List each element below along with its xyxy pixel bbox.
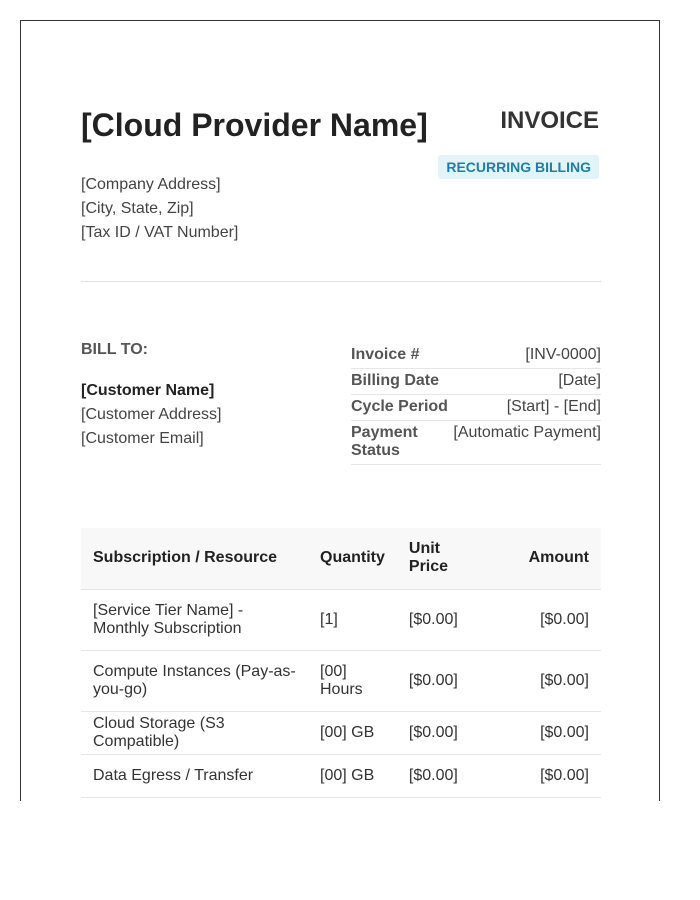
line-items-table — [81, 528, 601, 798]
amount-cell: [$0.00] — [470, 589, 601, 650]
address-line: [Tax ID / VAT Number] — [81, 224, 239, 241]
table-row — [81, 650, 601, 711]
meta-label: Payment Status — [351, 421, 451, 465]
resource-cell: Data Egress / Transfer — [81, 754, 308, 797]
meta-label: Billing Date — [351, 369, 451, 395]
address-line: [City, State, Zip] — [81, 200, 194, 217]
column-header: Quantity — [308, 528, 397, 589]
unit-price-cell: [$0.00] — [397, 711, 470, 754]
unit-price-cell: [$0.00] — [397, 589, 470, 650]
customer-details — [81, 379, 222, 451]
status-badge: RECURRING BILLING — [438, 155, 599, 179]
meta-row — [351, 395, 601, 421]
meta-row — [351, 369, 601, 395]
column-header: Amount — [470, 528, 601, 589]
address-line: [Company Address] — [81, 176, 221, 193]
divider — [81, 281, 601, 282]
unit-price-cell: [$0.00] — [397, 650, 470, 711]
quantity-cell: [00] GB — [308, 711, 397, 754]
meta-value: [Automatic Payment] — [451, 421, 601, 465]
quantity-cell: [00] Hours — [308, 650, 397, 711]
bill-to-heading: BILL TO: — [81, 341, 148, 358]
table-row — [81, 754, 601, 797]
meta-value: [Start] - [End] — [451, 395, 601, 421]
meta-label: Cycle Period — [351, 395, 451, 421]
amount-cell: [$0.00] — [470, 711, 601, 754]
invoice-title: INVOICE — [500, 107, 599, 134]
meta-value: [Date] — [451, 369, 601, 395]
table-row — [81, 711, 601, 754]
customer-address: [Customer Address] — [81, 406, 222, 423]
meta-label: Invoice # — [351, 343, 451, 369]
table-row — [81, 589, 601, 650]
amount-cell: [$0.00] — [470, 754, 601, 797]
amount-cell: [$0.00] — [470, 650, 601, 711]
customer-email: [Customer Email] — [81, 430, 204, 447]
meta-row — [351, 343, 601, 369]
invoice-meta-table — [351, 343, 601, 465]
unit-price-cell: [$0.00] — [397, 754, 470, 797]
meta-value: [INV-0000] — [451, 343, 601, 369]
quantity-cell: [00] GB — [308, 754, 397, 797]
column-header: Unit Price — [397, 528, 470, 589]
meta-row — [351, 421, 601, 465]
resource-cell: Compute Instances (Pay-as-you-go) — [81, 650, 308, 711]
provider-name: [Cloud Provider Name] — [81, 107, 428, 143]
company-address — [81, 173, 238, 245]
table-header-row — [81, 528, 601, 589]
customer-name: [Customer Name] — [81, 382, 215, 399]
invoice-page — [20, 20, 660, 801]
quantity-cell: [1] — [308, 589, 397, 650]
resource-cell: Cloud Storage (S3 Compatible) — [81, 711, 308, 754]
column-header: Subscription / Resource — [81, 528, 308, 589]
resource-cell: [Service Tier Name] - Monthly Subscription — [81, 589, 308, 650]
